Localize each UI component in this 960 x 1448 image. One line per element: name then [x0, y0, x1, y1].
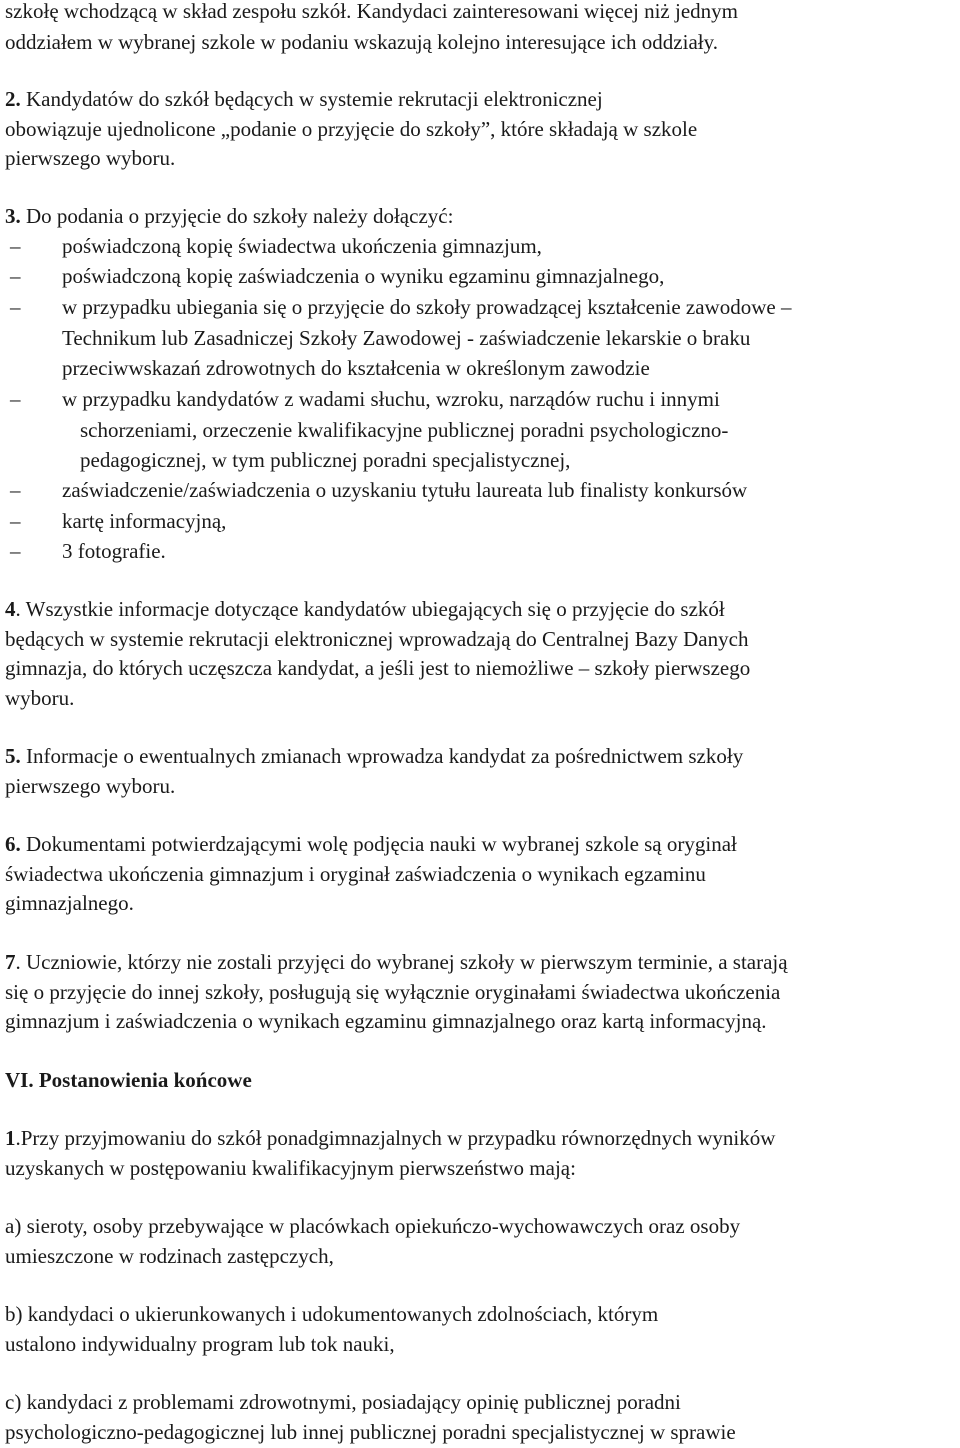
list-item-continuation: schorzeniami, orzeczenie kwalifikacyjne publicznej poradni psychologiczno-	[80, 418, 729, 442]
paragraph-4-line-1	[5, 596, 725, 622]
list-item: poświadczoną kopię świadectwa ukończenia gimnazjum,	[62, 234, 542, 258]
intro-line-2: oddziałem w wybranej szkole w podaniu wskazują kolejno interesujące ich oddziały.	[5, 30, 718, 54]
bullet-dash: –	[10, 539, 21, 563]
item-c-line-2: psychologiczno-pedagogicznej lub innej publicznej poradni specjalistycznej w sprawie	[5, 1420, 736, 1444]
paragraph-4-line-2: będących w systemie rekrutacji elektronicznej wprowadzają do Centralnej Bazy Danych	[5, 627, 749, 651]
bullet-dash: –	[10, 478, 21, 502]
list-item: kartę informacyjną,	[62, 509, 227, 533]
bullet-dash: –	[10, 264, 21, 288]
section-paragraph-1-number: 1	[5, 1126, 16, 1150]
intro-line-1: szkołę wchodzącą w skład zespołu szkół. Kandydaci zainteresowani więcej niż jednym	[5, 0, 738, 23]
item-b-line-2: ustalono indywidualny program lub tok nauki,	[5, 1332, 395, 1356]
paragraph-2-text: Kandydatów do szkół będących w systemie rekrutacji elektronicznej	[20, 87, 603, 111]
paragraph-3-text: Do podania o przyjęcie do szkoły należy dołączyć:	[20, 204, 454, 228]
paragraph-6-line-1	[5, 831, 737, 857]
paragraph-6-number: 6.	[5, 832, 21, 856]
bullet-dash: –	[10, 295, 21, 319]
section-heading: VI. Postanowienia końcowe	[5, 1068, 252, 1092]
paragraph-2-number: 2.	[5, 87, 21, 111]
paragraph-7-number: 7	[5, 950, 16, 974]
section-paragraph-1-text: .Przy przyjmowaniu do szkół ponadgimnazjalnych w przypadku równorzędnych wyników	[15, 1126, 776, 1150]
list-item-continuation: Technikum lub Zasadniczej Szkoły Zawodowej - zaświadczenie lekarskie o braku	[62, 326, 751, 350]
bullet-dash: –	[10, 387, 21, 411]
paragraph-5-number: 5.	[5, 744, 21, 768]
paragraph-5-text: Informacje o ewentualnych zmianach wprowadza kandydat za pośrednictwem szkoły	[20, 744, 744, 768]
list-item-continuation: pedagogicznej, w tym publicznej poradni specjalistycznej,	[80, 448, 571, 472]
paragraph-3-number: 3.	[5, 204, 21, 228]
paragraph-4-text: . Wszystkie informacje dotyczące kandydatów ubiegających się o przyjęcie do szkół	[15, 597, 725, 621]
paragraph-7-line-2: się o przyjęcie do innej szkoły, posługują się wyłącznie oryginałami świadectwa ukończenia	[5, 980, 781, 1004]
item-a-line-2: umieszczone w rodzinach zastępczych,	[5, 1244, 334, 1268]
paragraph-3-line-1	[5, 203, 453, 229]
paragraph-7-text: . Uczniowie, którzy nie zostali przyjęci do wybranej szkoły w pierwszym terminie, a starają	[15, 950, 788, 974]
list-item-continuation: przeciwwskazań zdrowotnych do kształcenia w określonym zawodzie	[62, 356, 650, 380]
paragraph-4-number: 4	[5, 597, 16, 621]
paragraph-2-line-1	[5, 86, 603, 112]
bullet-dash: –	[10, 509, 21, 533]
list-item: poświadczoną kopię zaświadczenia o wyniku egzaminu gimnazjalnego,	[62, 264, 665, 288]
list-item: zaświadczenie/zaświadczenia o uzyskaniu tytułu laureata lub finalisty konkursów	[62, 478, 748, 502]
paragraph-2-line-3: pierwszego wyboru.	[5, 146, 176, 170]
paragraph-5-line-2: pierwszego wyboru.	[5, 774, 176, 798]
bullet-dash: –	[10, 234, 21, 258]
paragraph-4-line-3: gimnazja, do których uczęszcza kandydat, a jeśli jest to niemożliwe – szkoły pierwszego	[5, 656, 751, 680]
paragraph-5-line-1	[5, 743, 743, 769]
item-c-line-1: c) kandydaci z problemami zdrowotnymi, posiadający opinię publicznej poradni	[5, 1390, 681, 1414]
section-paragraph-1-line-2: uzyskanych w postępowaniu kwalifikacyjnym pierwszeństwo mają:	[5, 1156, 576, 1180]
paragraph-6-text: Dokumentami potwierdzającymi wolę podjęcia nauki w wybranej szkole są oryginał	[20, 832, 737, 856]
paragraph-7-line-3: gimnazjum i zaświadczenia o wynikach egzaminu gimnazjalnego oraz kartą informacyjną.	[5, 1009, 767, 1033]
paragraph-4-line-4: wyboru.	[5, 686, 75, 710]
item-b-line-1: b) kandydaci o ukierunkowanych i udokumentowanych zdolnościach, którym	[5, 1302, 659, 1326]
paragraph-6-line-3: gimnazjalnego.	[5, 891, 134, 915]
list-item: w przypadku kandydatów z wadami słuchu, wzroku, narządów ruchu i innymi	[62, 387, 720, 411]
paragraph-2-line-2: obowiązuje ujednolicone „podanie o przyjęcie do szkoły”, które składają w szkole	[5, 117, 698, 141]
paragraph-6-line-2: świadectwa ukończenia gimnazjum i oryginał zaświadczenia o wynikach egzaminu	[5, 862, 706, 886]
list-item: 3 fotografie.	[62, 539, 166, 563]
item-a-line-1: a) sieroty, osoby przebywające w placówkach opiekuńczo-wychowawczych oraz osoby	[5, 1214, 741, 1238]
list-item: w przypadku ubiegania się o przyjęcie do szkoły prowadzącej kształcenie zawodowe –	[62, 295, 792, 319]
paragraph-7-line-1	[5, 949, 788, 975]
section-paragraph-1-line-1	[5, 1125, 775, 1151]
